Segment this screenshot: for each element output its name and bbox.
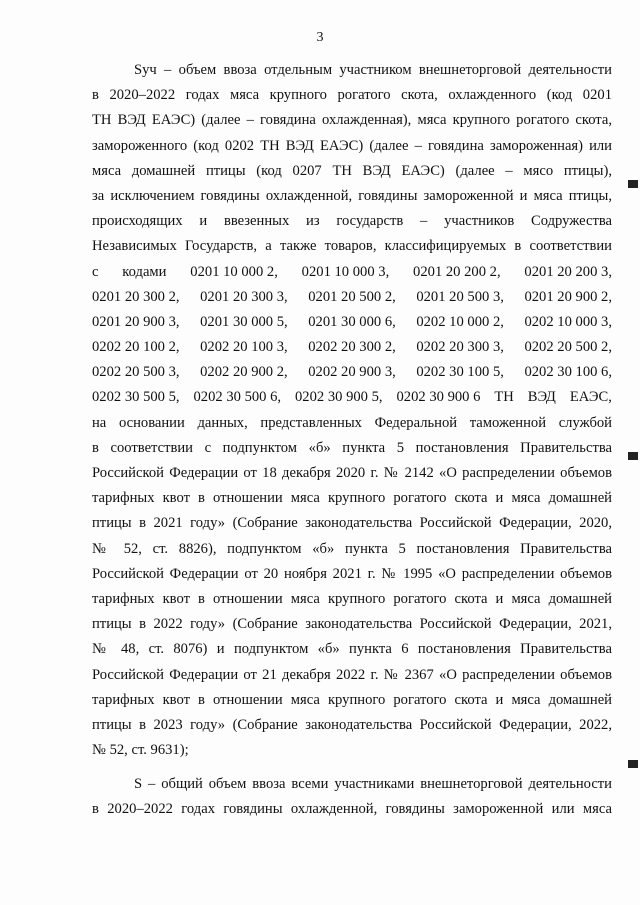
scan-edge-mark: [628, 760, 638, 768]
text-line: тарифных квот в отношении мяса крупного рогатого скота и мяса домашней: [92, 691, 612, 708]
text-line: Российской Федерации от 20 ноября 2021 г. № 1995 «О распределении объемов: [92, 565, 612, 582]
text-line: в 2020–2022 годах мяса крупного рогатого скота, охлажденного (код 0201: [92, 87, 612, 104]
code-row: [92, 260, 612, 285]
code-cell: 0202 10 000 2,: [416, 313, 504, 330]
code-cell: 0201 10 000 3,: [301, 263, 390, 280]
paragraph-spacer: [92, 763, 612, 772]
text-line: тарифных квот в отношении мяса крупного рогатого скота и мяса домашней: [92, 590, 612, 607]
text-line: Российской Федерации от 18 декабря 2020 г. № 2142 «О распределении объемов: [92, 465, 612, 481]
code-cell: 0201 20 300 2,: [92, 288, 180, 305]
paragraph-s-total: [92, 772, 612, 822]
code-cell: с: [92, 263, 99, 280]
text-line: Sуч – объем ввоза отдельным участником внешнеторговой деятельности: [134, 62, 612, 78]
text-line: птицы в 2021 году» (Собрание законодательства Российской Федерации, 2020,: [92, 515, 612, 532]
code-cell: 0201 30 000 5,: [200, 313, 288, 330]
text-line: Независимых Государств, а также товаров, классифицируемых в соответствии: [92, 238, 612, 255]
text-line: ТН ВЭД ЕАЭС) (далее – говядина охлажденная), мяса крупного рогатого скота,: [92, 112, 612, 129]
code-cell: ТН: [494, 389, 514, 406]
code-cell: 0201 20 500 3,: [416, 288, 504, 305]
code-cell: 0202 20 100 3,: [200, 339, 288, 356]
text-line: S – общий объем ввоза всеми участниками внешнеторговой деятельности: [134, 776, 612, 793]
text-line: на основании данных, представленных Федеральной таможенной службой: [92, 414, 612, 431]
code-row: [92, 335, 612, 360]
text-line: мяса домашней птицы (код 0207 ТН ВЭД ЕАЭС) (далее – мясо птицы),: [92, 162, 612, 179]
code-cell: 0202 30 500 6,: [193, 389, 282, 406]
code-cell: 0202 20 500 2,: [524, 339, 612, 356]
code-cell: 0202 20 500 3,: [92, 364, 180, 381]
code-cell: 0202 30 900 5,: [295, 389, 383, 406]
code-cell: 0202 30 100 5,: [416, 364, 504, 381]
text-line: № 52, ст. 9631);: [92, 742, 189, 759]
paragraph-s-uch: [92, 58, 612, 763]
code-cell: 0202 20 900 2,: [200, 364, 288, 381]
text-line: происходящих и ввезенных из государств – участников Содружества: [92, 213, 612, 230]
text-line: за исключением говядины охлажденной, говядины замороженной и мяса птицы,: [92, 187, 612, 204]
code-cell: 0202 30 500 5,: [92, 389, 180, 406]
code-cell: 0202 30 100 6,: [524, 364, 612, 381]
code-cell: 0202 10 000 3,: [524, 313, 612, 330]
code-cell: 0201 20 900 3,: [92, 313, 180, 330]
code-cell: ЕАЭС,: [569, 389, 612, 406]
document-body: [92, 58, 612, 823]
code-cell: 0201 20 200 2,: [413, 263, 501, 280]
code-cell: 0202 30 900 6: [396, 389, 481, 406]
text-line: замороженного (код 0202 ТН ВЭД ЕАЭС) (далее – говядина замороженная) или: [92, 137, 612, 154]
code-cell: 0201 20 200 3,: [524, 263, 612, 280]
code-row: [92, 385, 612, 410]
code-cell: 0201 20 900 2,: [524, 288, 612, 305]
code-cell: 0201 20 500 2,: [308, 288, 396, 305]
code-cell: 0201 10 000 2,: [190, 263, 278, 280]
text-line: тарифных квот в отношении мяса крупного рогатого скота и мяса домашней: [92, 490, 612, 507]
text-line: птицы в 2023 году» (Собрание законодательства Российской Федерации, 2022,: [92, 716, 612, 733]
code-cell: ВЭД: [527, 389, 556, 406]
scan-edge-mark: [628, 180, 638, 188]
scan-edge-mark: [628, 452, 638, 460]
code-row: [92, 310, 612, 335]
code-cell: 0202 20 300 3,: [416, 339, 504, 356]
code-row: [92, 285, 612, 310]
text-line: № 48, ст. 8076) и подпунктом «б» пункта 6 постановления Правительства: [92, 641, 612, 658]
text-line: в 2020–2022 годах говядины охлажденной, говядины замороженной или мяса: [92, 801, 612, 818]
code-cell: 0202 20 300 2,: [308, 339, 396, 356]
text-line: № 52, ст. 8826), подпунктом «б» пункта 5 постановления Правительства: [92, 540, 612, 557]
code-cell: 0201 30 000 6,: [308, 313, 396, 330]
text-line: в соответствии с подпунктом «б» пункта 5 постановления Правительства: [92, 439, 612, 456]
code-cell: 0202 20 900 3,: [308, 364, 396, 381]
code-cell: 0201 20 300 3,: [200, 288, 288, 305]
page-number: 3: [316, 30, 324, 45]
text-line: птицы в 2022 году» (Собрание законодательства Российской Федерации, 2021,: [92, 616, 612, 633]
text-line: Российской Федерации от 21 декабря 2022 г. № 2367 «О распределении объемов: [92, 666, 612, 683]
code-cell: 0202 20 100 2,: [92, 339, 180, 356]
code-row: [92, 360, 612, 385]
code-cell: кодами: [122, 263, 167, 280]
